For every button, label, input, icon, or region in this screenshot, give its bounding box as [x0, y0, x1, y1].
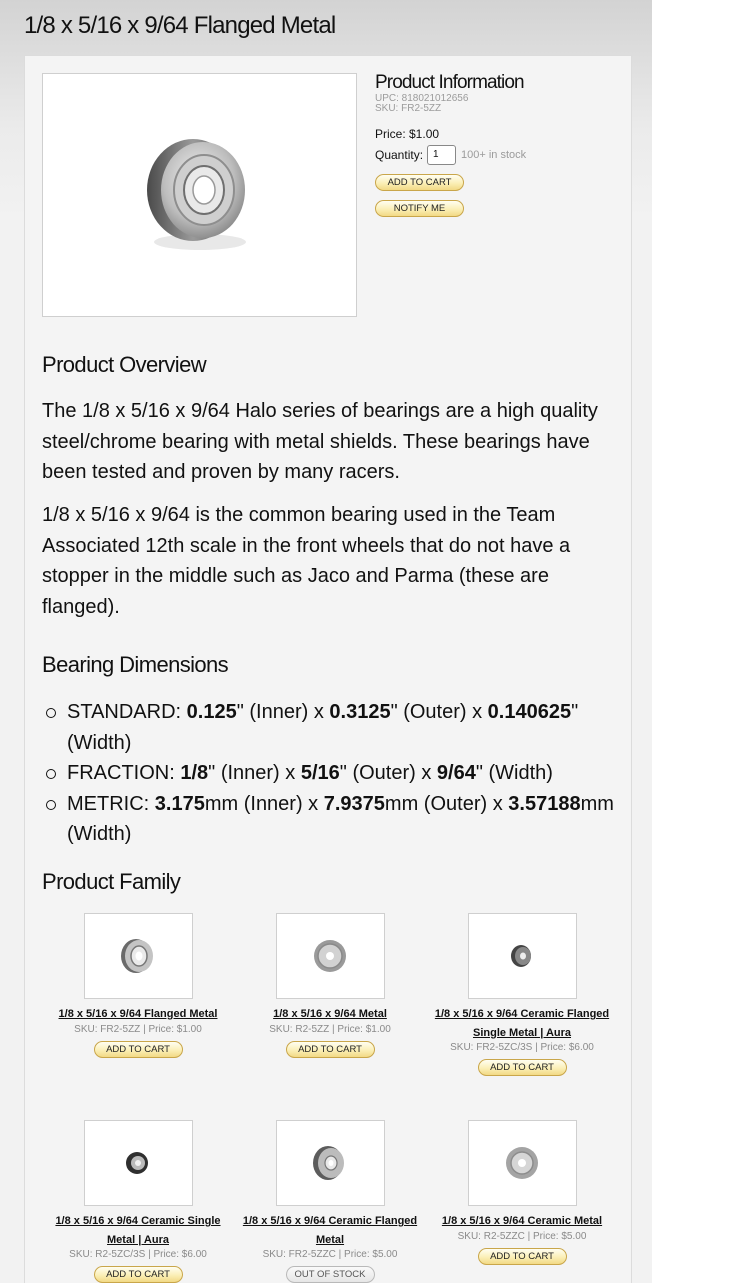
family-item-link[interactable]: 1/8 x 5/16 x 9/64 Ceramic Flanged Single Metal | Aura — [434, 1008, 610, 1039]
add-to-cart-button[interactable]: ADD TO CART — [478, 1059, 567, 1076]
dimension-standard: STANDARD: 0.125" (Inner) x 0.3125" (Outer) x 0.140625" (Width) — [42, 697, 627, 758]
bearing-thumb-icon — [469, 1121, 576, 1205]
add-to-cart-button[interactable]: ADD TO CART — [478, 1248, 567, 1265]
product-information — [375, 72, 625, 217]
family-card — [42, 913, 234, 1058]
overview-paragraph-2: 1/8 x 5/16 x 9/64 is the common bearing used in the Team Associated 12th scale in the front wheels that do not have a stopper in the middle such as Jaco and Parma (these are flanged). — [42, 504, 571, 618]
family-card — [234, 1120, 426, 1283]
upc-text: UPC: 818021012656 — [375, 93, 469, 104]
bearing-image — [43, 74, 356, 316]
notify-me-button[interactable]: NOTIFY ME — [375, 200, 464, 217]
add-to-cart-button[interactable]: ADD TO CART — [94, 1041, 183, 1058]
product-info-heading: Product Information — [375, 72, 524, 93]
out-of-stock-button[interactable]: OUT OF STOCK — [286, 1266, 375, 1283]
family-thumbnail[interactable] — [276, 1120, 385, 1206]
family-card — [234, 913, 426, 1058]
quantity-row — [375, 145, 625, 165]
dimension-metric: METRIC: 3.175mm (Inner) x 7.9375mm (Outer) x 3.57188mm (Width) — [42, 789, 627, 850]
family-item-sku: SKU: FR2-5ZZ | Price: $1.00 — [74, 1023, 202, 1035]
sku-text: SKU: FR2-5ZZ — [375, 103, 442, 114]
dimensions-list — [42, 697, 627, 850]
family-item-sku: SKU: FR2-5ZC/3S | Price: $6.00 — [450, 1042, 594, 1053]
family-card — [426, 1120, 618, 1265]
add-to-cart-button[interactable]: ADD TO CART — [375, 174, 464, 191]
product-image[interactable] — [42, 73, 357, 317]
family-thumbnail[interactable] — [468, 1120, 577, 1206]
family-thumbnail[interactable] — [84, 1120, 193, 1206]
bearing-thumb-icon — [85, 914, 192, 998]
bearing-dimensions-heading: Bearing Dimensions — [42, 652, 229, 677]
stock-status: 100+ in stock — [461, 149, 527, 161]
price-text: Price: $1.00 — [375, 127, 440, 141]
family-thumbnail[interactable] — [84, 913, 193, 999]
add-to-cart-button[interactable]: ADD TO CART — [94, 1266, 183, 1283]
family-card — [426, 913, 618, 1076]
family-card — [42, 1120, 234, 1283]
family-item-link[interactable]: 1/8 x 5/16 x 9/64 Ceramic Metal — [441, 1215, 603, 1227]
product-family-heading: Product Family — [42, 869, 181, 894]
bearing-thumb-icon — [469, 914, 576, 998]
family-thumbnail[interactable] — [276, 913, 385, 999]
dimension-fraction: FRACTION: 1/8" (Inner) x 5/16" (Outer) x 9/64" (Width) — [42, 758, 627, 789]
overview-paragraph-1: The 1/8 x 5/16 x 9/64 Halo series of bearings are a high quality steel/chrome bearing with metal shields. These bearings have been tested and proven by many racers. — [42, 400, 598, 483]
product-overview-heading: Product Overview — [42, 352, 207, 377]
page-title: 1/8 x 5/16 x 9/64 Flanged Metal — [24, 12, 336, 39]
family-thumbnail[interactable] — [468, 913, 577, 999]
family-item-link[interactable]: 1/8 x 5/16 x 9/64 Metal — [273, 1008, 387, 1020]
quantity-input[interactable]: 1 — [427, 145, 456, 165]
family-item-sku: SKU: R2-5ZZ | Price: $1.00 — [269, 1023, 391, 1035]
family-item-link[interactable]: 1/8 x 5/16 x 9/64 Ceramic Single Metal | Aura — [55, 1215, 221, 1246]
family-item-link[interactable]: 1/8 x 5/16 x 9/64 Ceramic Flanged Metal — [242, 1215, 418, 1246]
family-item-sku: SKU: FR2-5ZZC | Price: $5.00 — [262, 1249, 398, 1260]
bearing-thumb-icon — [277, 1121, 384, 1205]
family-item-link[interactable]: 1/8 x 5/16 x 9/64 Flanged Metal — [58, 1008, 218, 1020]
bearing-thumb-icon — [277, 914, 384, 998]
family-item-sku: SKU: R2-5ZZC | Price: $5.00 — [457, 1230, 587, 1242]
bearing-thumb-icon — [85, 1121, 192, 1205]
add-to-cart-button[interactable]: ADD TO CART — [286, 1041, 375, 1058]
family-item-sku: SKU: R2-5ZC/3S | Price: $6.00 — [69, 1249, 207, 1260]
quantity-label: Quantity: — [375, 148, 424, 162]
